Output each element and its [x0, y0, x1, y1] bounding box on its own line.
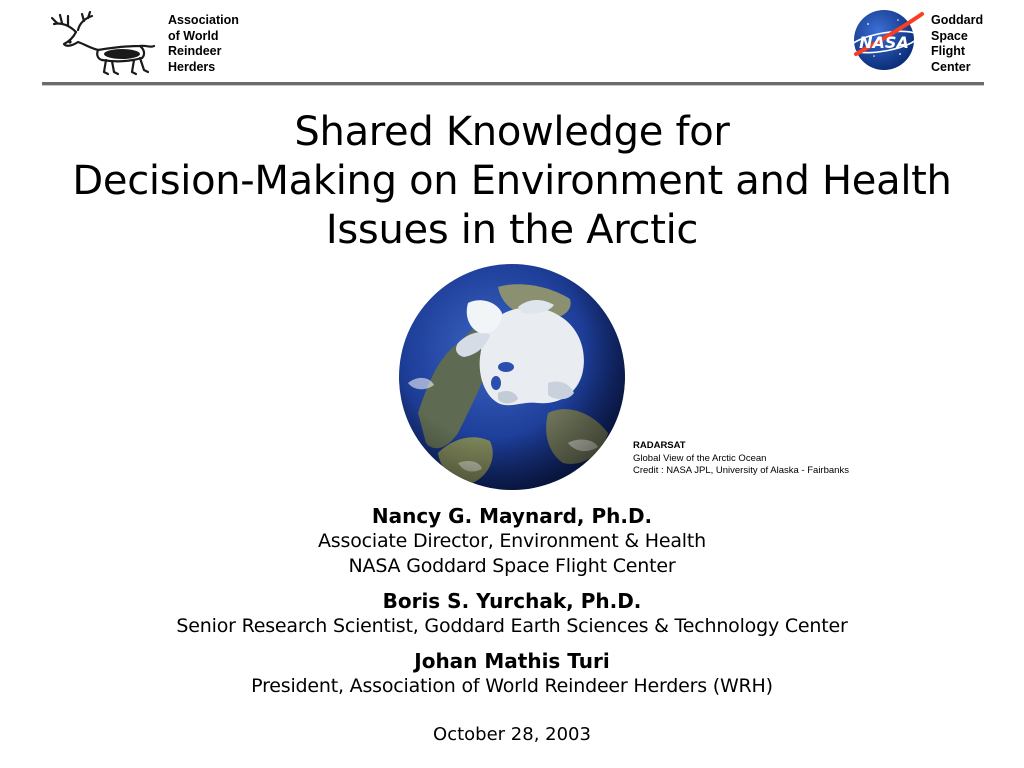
caption-credit: Credit : NASA JPL, University of Alaska - Fairbanks	[633, 465, 849, 476]
slide-title	[0, 108, 1024, 255]
image-caption	[633, 440, 849, 478]
caption-line: Global View of the Arctic Ocean	[633, 452, 767, 464]
awrh-org-name	[168, 13, 239, 75]
org-name-line: of World	[168, 28, 219, 43]
org-name-line: Goddard	[931, 13, 984, 27]
title-line: Shared Knowledge for	[294, 109, 730, 155]
org-name-line: Association	[168, 13, 239, 27]
author-affiliation: Senior Research Scientist, Goddard Earth Sciences & Technology Center	[176, 615, 848, 637]
author-affiliation: NASA Goddard Space Flight Center	[348, 555, 676, 577]
author-list	[0, 504, 1024, 709]
author-name: Johan Mathis Turi	[414, 649, 610, 673]
author-name: Boris S. Yurchak, Ph.D.	[382, 589, 642, 613]
title-line: Decision-Making on Environment and Health	[72, 158, 952, 204]
nasa-meatball-logo-icon	[850, 8, 924, 72]
author-block	[0, 504, 1024, 579]
arctic-globe-image	[398, 263, 626, 491]
header-divider	[42, 82, 984, 85]
org-name-line: Herders	[168, 59, 216, 74]
org-name-line: Reindeer	[168, 44, 222, 58]
author-affiliation: Associate Director, Environment & Health	[318, 530, 706, 552]
author-block	[0, 649, 1024, 699]
author-affiliation: President, Association of World Reindeer Herders (WRH)	[251, 675, 773, 697]
org-name-line: Space	[931, 28, 968, 43]
nasa-logo-text: NASA	[859, 33, 909, 52]
caption-title: RADARSAT	[633, 440, 686, 451]
presentation-date: October 28, 2003	[433, 724, 591, 745]
org-name-line: Center	[931, 59, 971, 74]
author-name: Nancy G. Maynard, Ph.D.	[371, 504, 653, 528]
reindeer-logo-icon	[48, 8, 160, 78]
gsfc-org-name	[931, 13, 983, 75]
author-block	[0, 589, 1024, 639]
title-line: Issues in the Arctic	[325, 207, 699, 253]
org-name-line: Flight	[931, 44, 966, 58]
